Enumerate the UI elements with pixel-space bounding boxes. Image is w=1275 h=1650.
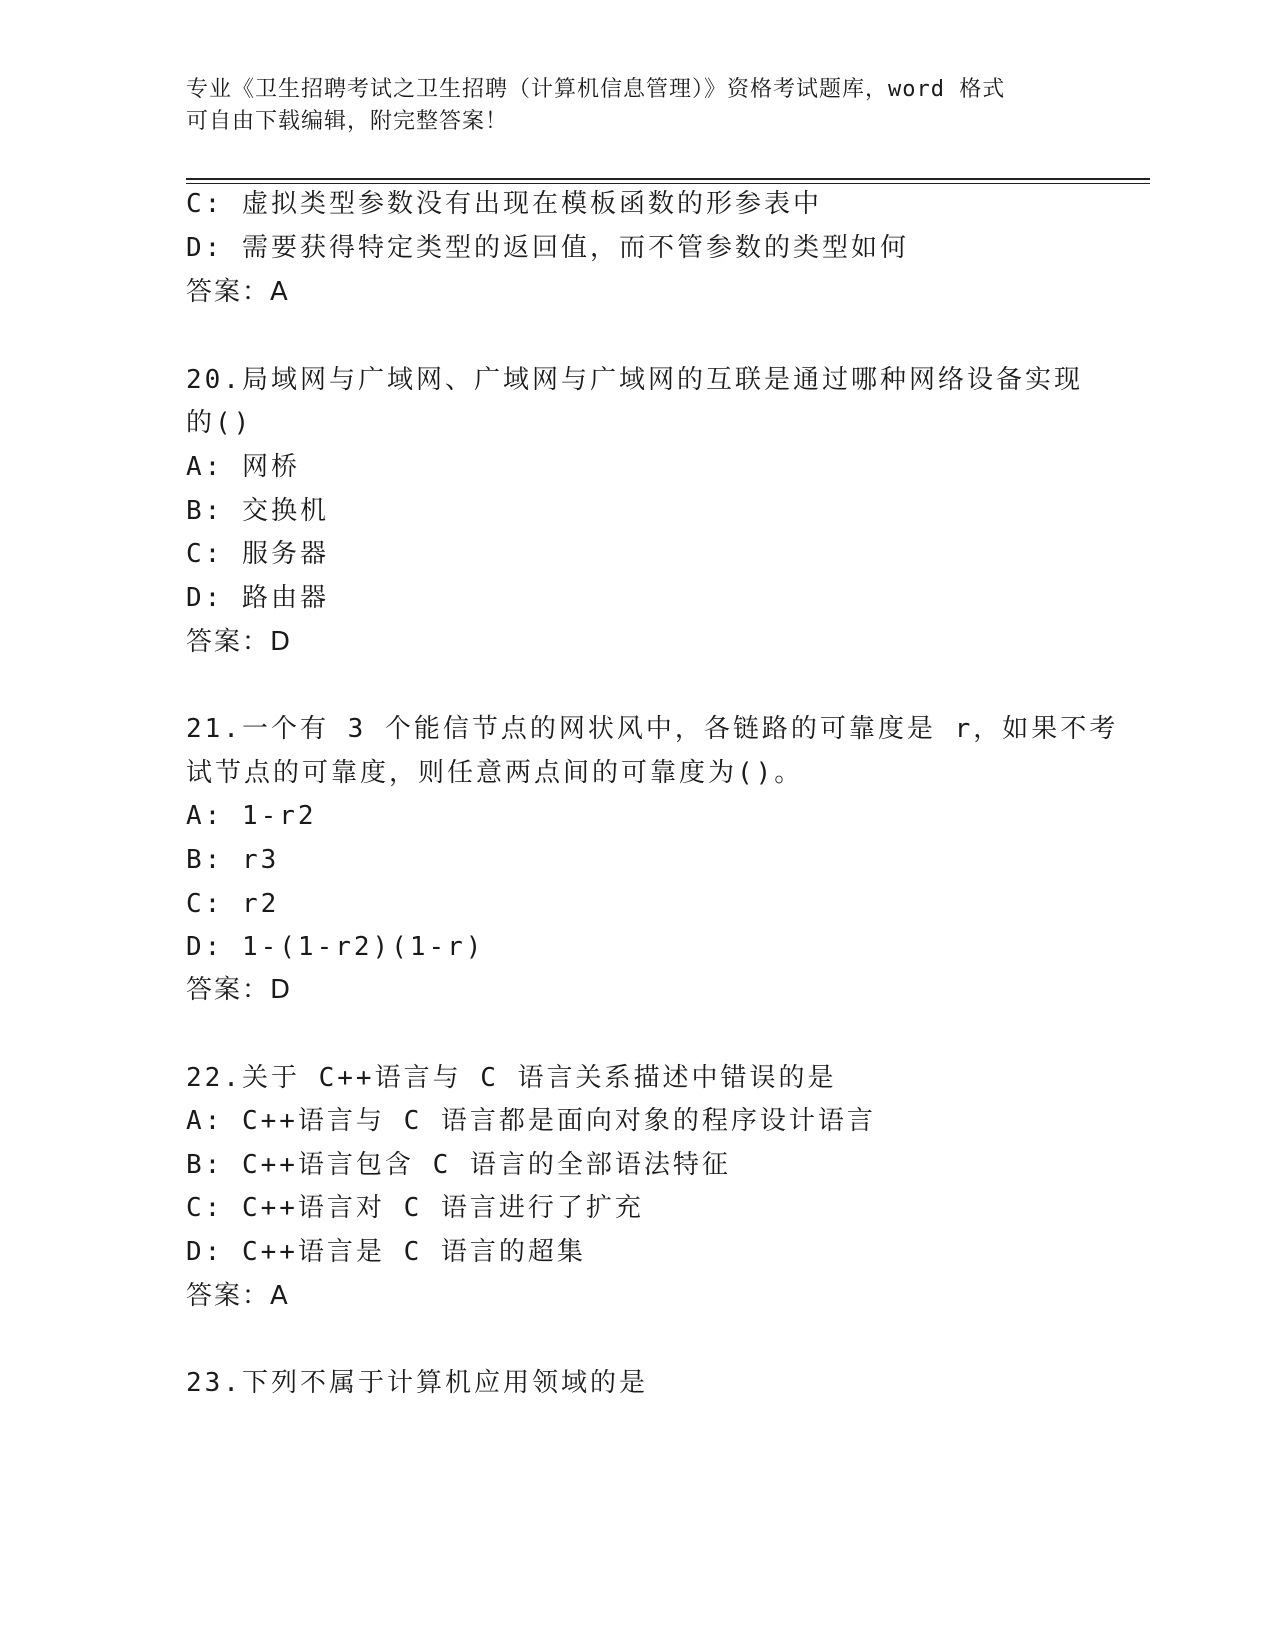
q20-option-c: C: 服务器 xyxy=(186,539,329,569)
q20-option-d: D: 路由器 xyxy=(186,583,329,613)
q20-option-b: B: 交换机 xyxy=(186,496,329,526)
q21-stem-line-2: 试节点的可靠度，则任意两点间的可靠度为()。 xyxy=(186,758,804,788)
q21-option-a: A: 1-r2 xyxy=(186,801,317,831)
q21-option-c: C: r2 xyxy=(186,889,280,919)
q22-option-c: C: C++语言对 C 语言进行了扩充 xyxy=(186,1193,644,1223)
q23-stem: 23.下列不属于计算机应用领域的是 xyxy=(186,1368,648,1398)
q20-answer: 答案：D xyxy=(186,627,293,657)
q22-option-b: B: C++语言包含 C 语言的全部语法特征 xyxy=(186,1150,731,1180)
q22-option-d: D: C++语言是 C 语言的超集 xyxy=(186,1237,586,1267)
q21-option-d: D: 1-(1-r2)(1-r) xyxy=(186,932,485,962)
q20-stem-line-2: 的() xyxy=(186,408,253,438)
q21-stem-line-1: 21.一个有 3 个能信节点的网状风中，各链路的可靠度是 r，如果不考 xyxy=(186,714,1119,744)
q19-option-c: C: 虚拟类型参数没有出现在模板函数的形参表中 xyxy=(186,189,822,219)
header-line-2: 可自由下载编辑，附完整答案！ xyxy=(186,109,509,134)
q22-stem: 22.关于 C++语言与 C 语言关系描述中错误的是 xyxy=(186,1063,837,1093)
q19-answer: 答案：A xyxy=(186,277,290,307)
q21-option-b: B: r3 xyxy=(186,845,280,875)
header-divider-thin xyxy=(186,183,1150,184)
q22-answer: 答案：A xyxy=(186,1281,290,1311)
q20-stem-line-1: 20.局域网与广域网、广域网与广域网的互联是通过哪种网络设备实现 xyxy=(186,365,1083,395)
document-header xyxy=(186,74,1066,138)
header-line-1: 专业《卫生招聘考试之卫生招聘（计算机信息管理）》资格考试题库，word 格式 xyxy=(186,77,1006,102)
q21-answer: 答案：D xyxy=(186,975,293,1005)
q22-option-a: A: C++语言与 C 语言都是面向对象的程序设计语言 xyxy=(186,1106,876,1136)
header-divider-thick xyxy=(186,178,1150,180)
q20-option-a: A: 网桥 xyxy=(186,452,300,482)
q19-option-d: D: 需要获得特定类型的返回值，而不管参数的类型如何 xyxy=(186,233,909,263)
